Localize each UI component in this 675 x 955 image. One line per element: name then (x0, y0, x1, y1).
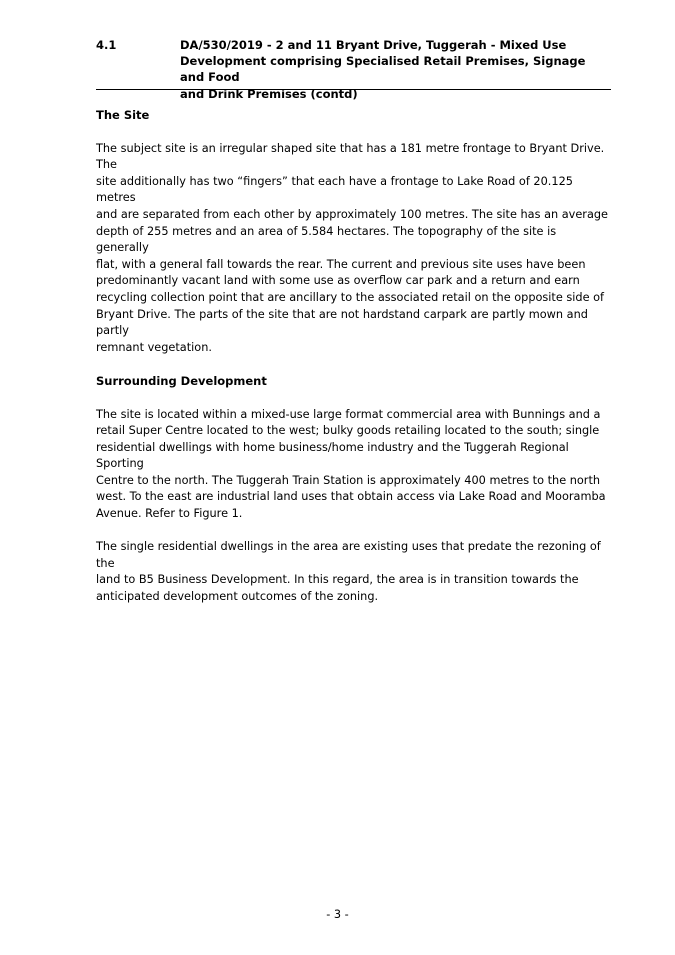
text-line: depth of 255 metres and an area of 5.584 hectares. The topography of the site is generally (96, 224, 557, 255)
text-line: Centre to the north. The Tuggerah Train Station is approximately 400 metres to the north (96, 473, 601, 487)
text-line: and are separated from each other by approximately 100 metres. The site has an average (96, 207, 608, 221)
item-title-line: and Drink Premises (contd) (180, 86, 358, 101)
site-description-paragraph (96, 141, 610, 357)
item-title-line: Development comprising Specialised Retail Premises, Signage and Food (180, 54, 586, 85)
item-title (180, 37, 610, 102)
section-heading-surrounding-development: Surrounding Development (96, 373, 267, 388)
text-line: predominantly vacant land with some use as overflow car park and a return and earn (96, 274, 580, 288)
text-line: The site is located within a mixed-use large format commercial area with Bunnings and a (96, 407, 601, 421)
text-line: The subject site is an irregular shaped site that has a 181 metre frontage to Bryant Drive. The (96, 141, 605, 172)
text-line: flat, with a general fall towards the rear. The current and previous site uses have been (96, 257, 586, 271)
text-line: recycling collection point that are ancillary to the associated retail on the opposite side of (96, 290, 605, 304)
text-line: remnant vegetation. (96, 340, 212, 354)
text-line: retail Super Centre located to the west; bulky goods retailing located to the south; single (96, 424, 600, 438)
text-line: Bryant Drive. The parts of the site that are not hardstand carpark are partly mown and partly (96, 307, 588, 338)
item-title-line: DA/530/2019 - 2 and 11 Bryant Drive, Tuggerah - Mixed Use (180, 38, 567, 52)
text-line: west. To the east are industrial land uses that obtain access via Lake Road and Mooramba (96, 490, 606, 504)
item-number: 4.1 (96, 38, 117, 52)
surrounding-location-paragraph (96, 407, 610, 523)
text-line: residential dwellings with home business/home industry and the Tuggerah Regional Sporting (96, 440, 569, 471)
text-line: anticipated development outcomes of the zoning. (96, 590, 379, 604)
header-divider (96, 89, 611, 90)
page-number: - 3 - (326, 908, 349, 921)
text-line: site additionally has two “fingers” that each have a frontage to Lake Road of 20.125 metres (96, 174, 573, 205)
section-heading-the-site: The Site (96, 108, 150, 122)
document-body (96, 107, 610, 622)
text-line: The single residential dwellings in the area are existing uses that predate the rezoning of the (96, 540, 601, 570)
residential-dwellings-paragraph (96, 539, 610, 605)
text-line: land to B5 Business Development. In this regard, the area is in transition towards the (96, 573, 579, 587)
text-line: Avenue. Refer to Figure 1. (96, 507, 243, 521)
report-item-header (96, 37, 610, 102)
